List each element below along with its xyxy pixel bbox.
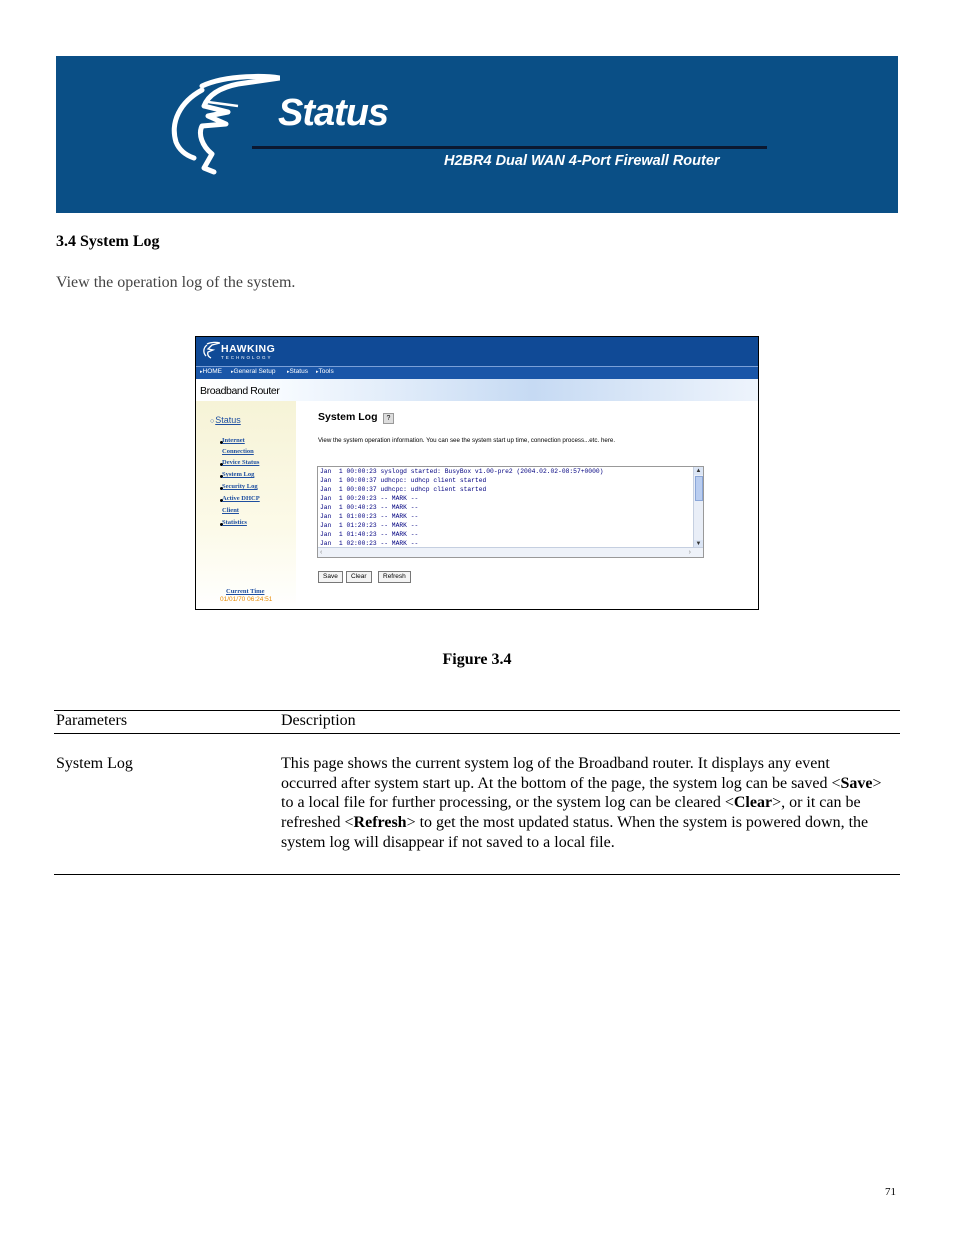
desc-refresh: Refresh xyxy=(353,814,407,832)
scroll-right-icon[interactable]: › xyxy=(688,549,691,556)
nav-general-setup[interactable]: ▸ General Setup xyxy=(231,368,275,375)
router-ui-screenshot xyxy=(195,336,759,610)
current-time-value: 01/01/70 06:24:51 xyxy=(220,596,273,603)
section-title: 3.4 System Log xyxy=(56,233,160,250)
banner-subtitle: H2BR4 Dual WAN 4-Port Firewall Router xyxy=(444,153,720,169)
current-time-label[interactable]: Current Time xyxy=(226,588,265,595)
log-line: Jan 1 01:40:23 -- MARK -- xyxy=(320,531,419,538)
help-icon[interactable]: ? xyxy=(383,413,394,424)
router-brand-bar xyxy=(196,379,758,401)
figure-caption: Figure 3.4 xyxy=(442,651,512,668)
vertical-scrollbar[interactable] xyxy=(693,467,703,548)
router-sidebar xyxy=(196,401,296,609)
sidebar-item-client[interactable]: Client xyxy=(222,507,239,514)
desc-save: Save xyxy=(840,774,873,792)
scroll-up-icon[interactable]: ▲ xyxy=(695,468,702,474)
hawking-logo-text: HAWKING xyxy=(221,343,276,355)
scroll-thumb[interactable] xyxy=(695,476,703,501)
desc-text: This page shows the current system log of the Broadband router. It displays any event occurred after system start up. At the bottom of the page, the system log can be saved < xyxy=(281,755,841,792)
column-header-parameters: Parameters xyxy=(56,712,128,729)
intro-text: View the operation log of the system. xyxy=(56,274,296,291)
horizontal-scrollbar[interactable] xyxy=(318,547,703,557)
table-header-rule xyxy=(54,733,900,734)
hawking-logo-subtext: TECHNOLOGY xyxy=(221,355,273,360)
desc-text: > to a local file for further processing, or the system log can be cleared < xyxy=(281,774,882,812)
hawking-bird-icon xyxy=(202,341,220,361)
clear-button[interactable]: Clear xyxy=(346,571,372,583)
desc-text: > to get the most updated status. When the system is powered down, the system log will disappear if not saved to a local file. xyxy=(281,814,869,851)
log-line: Jan 1 00:20:23 -- MARK -- xyxy=(320,495,419,502)
log-line: Jan 1 00:00:37 udhcpc: udhcp client started xyxy=(320,486,487,493)
hawk-logo-icon xyxy=(168,72,280,192)
log-line: Jan 1 01:20:23 -- MARK -- xyxy=(320,522,419,529)
parameter-name: System Log xyxy=(56,755,133,772)
nav-status[interactable]: ▸ Status xyxy=(287,368,308,375)
column-header-description: Description xyxy=(281,712,356,729)
log-line: Jan 1 00:00:37 udhcpc: udhcp client started xyxy=(320,477,487,484)
scroll-down-icon[interactable]: ▼ xyxy=(695,541,702,547)
content-title: System Log xyxy=(318,411,378,423)
sidebar-item-system-log[interactable]: System Log xyxy=(222,471,255,478)
router-brand: Broadband Router xyxy=(200,385,280,397)
save-button[interactable]: Save xyxy=(318,571,343,583)
router-nav xyxy=(196,366,758,379)
sidebar-item-statistics[interactable]: Statistics xyxy=(222,519,247,526)
sidebar-item-device-status[interactable]: Device Status xyxy=(222,459,260,466)
scroll-left-icon[interactable]: ‹ xyxy=(320,549,323,556)
page-number: 71 xyxy=(885,1186,896,1198)
sidebar-item-connection[interactable]: Connection xyxy=(222,448,254,455)
log-line: Jan 1 00:00:23 syslogd started: BusyBox v1.00-pre2 (2004.02.02-08:57+0000) xyxy=(320,468,604,475)
log-line: Jan 1 00:40:23 -- MARK -- xyxy=(320,504,419,511)
router-header xyxy=(196,337,758,366)
log-line: Jan 1 01:00:23 -- MARK -- xyxy=(320,513,419,520)
header-banner xyxy=(56,56,898,213)
parameter-description xyxy=(281,754,889,853)
refresh-button[interactable]: Refresh xyxy=(378,571,411,583)
sidebar-item-security-log[interactable]: Security Log xyxy=(222,483,258,490)
banner-title: Status xyxy=(278,92,389,134)
content-description: View the system operation information. You can see the system start up time, connection process...etc. here. xyxy=(318,437,616,444)
desc-clear: Clear xyxy=(733,794,773,812)
table-bottom-rule xyxy=(54,874,900,875)
log-line: Jan 1 02:00:23 -- MARK -- xyxy=(320,540,419,547)
nav-home[interactable]: ▸ HOME xyxy=(200,368,222,375)
sidebar-item-active-dhcp[interactable]: Active DHCP xyxy=(222,495,260,502)
nav-tools[interactable]: ▸ Tools xyxy=(316,368,334,375)
sidebar-item-internet[interactable]: Internet xyxy=(222,437,245,444)
system-log-textarea[interactable] xyxy=(317,466,704,558)
sidebar-heading-status[interactable]: ○ Status xyxy=(210,415,241,425)
desc-text: >, or it can be refreshed < xyxy=(281,794,861,832)
banner-divider xyxy=(252,146,767,149)
table-top-rule xyxy=(54,710,900,711)
